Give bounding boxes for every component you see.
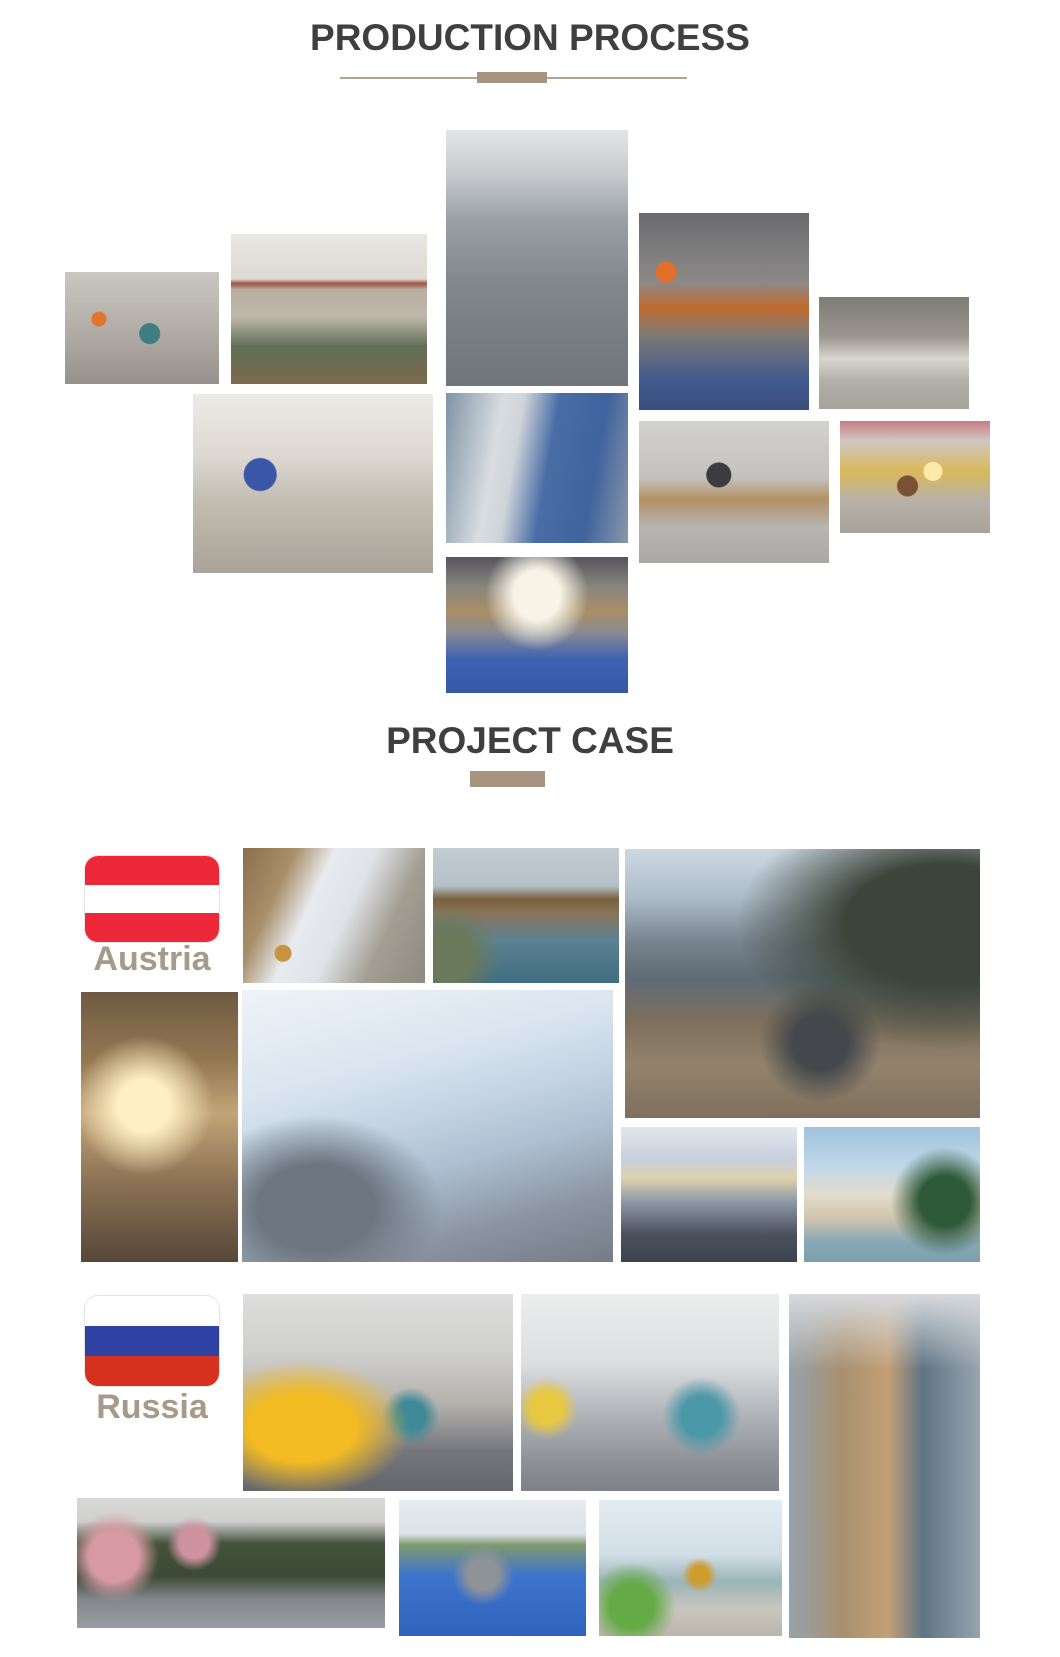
photo-russia-panoramic-restaurant (599, 1500, 782, 1636)
russia-flag-stripe-top (85, 1296, 219, 1326)
photo-austria-terrace-install (243, 848, 425, 983)
photo-cutting-machine-worker (639, 213, 809, 410)
photo-russia-yellow-sofa-lounge (243, 1294, 513, 1491)
photo-packing-warehouse (446, 557, 628, 693)
photo-coating-line (231, 234, 427, 384)
country-label-russia: Russia (96, 1388, 208, 1426)
photo-austria-sunset-bar (81, 992, 238, 1262)
photo-austria-snow-terrace (242, 990, 613, 1262)
russia-flag-stripe-middle (85, 1326, 219, 1356)
photo-austria-pool-pergola (433, 848, 619, 983)
photo-frame-stock (446, 130, 628, 386)
photo-russia-rose-mural-room (77, 1498, 385, 1628)
photo-bending-machine-worker (65, 272, 219, 384)
photo-bench-assembly-worker (639, 421, 829, 563)
austria-flag (84, 855, 220, 943)
austria-flag-stripe-bottom (85, 913, 219, 942)
austria-flag-stripe-middle (85, 885, 219, 914)
photo-austria-mountain-deck (625, 849, 980, 1118)
country-label-austria: Austria (93, 940, 211, 978)
photo-polishing-machine (446, 393, 628, 543)
photo-austria-alpine-hotel (804, 1127, 980, 1262)
photo-welding-workshop (840, 421, 990, 533)
russia-flag-stripe-bottom (85, 1356, 219, 1386)
austria-flag-stripe-top (85, 856, 219, 885)
photo-welding-robot (193, 394, 433, 573)
project-case-title: PROJECT CASE (386, 720, 674, 761)
title-accent-bar-2 (470, 771, 545, 787)
photo-russia-restaurant-aisle (789, 1294, 980, 1638)
photo-frame-assembly (819, 297, 969, 409)
photo-austria-dusk-terrace (621, 1127, 797, 1262)
photo-russia-teal-lounge (521, 1294, 779, 1491)
russia-flag (84, 1295, 220, 1387)
photo-russia-sun-deck (399, 1500, 586, 1636)
production-process-title: PRODUCTION PROCESS (310, 17, 750, 58)
title-accent-bar (477, 72, 547, 83)
